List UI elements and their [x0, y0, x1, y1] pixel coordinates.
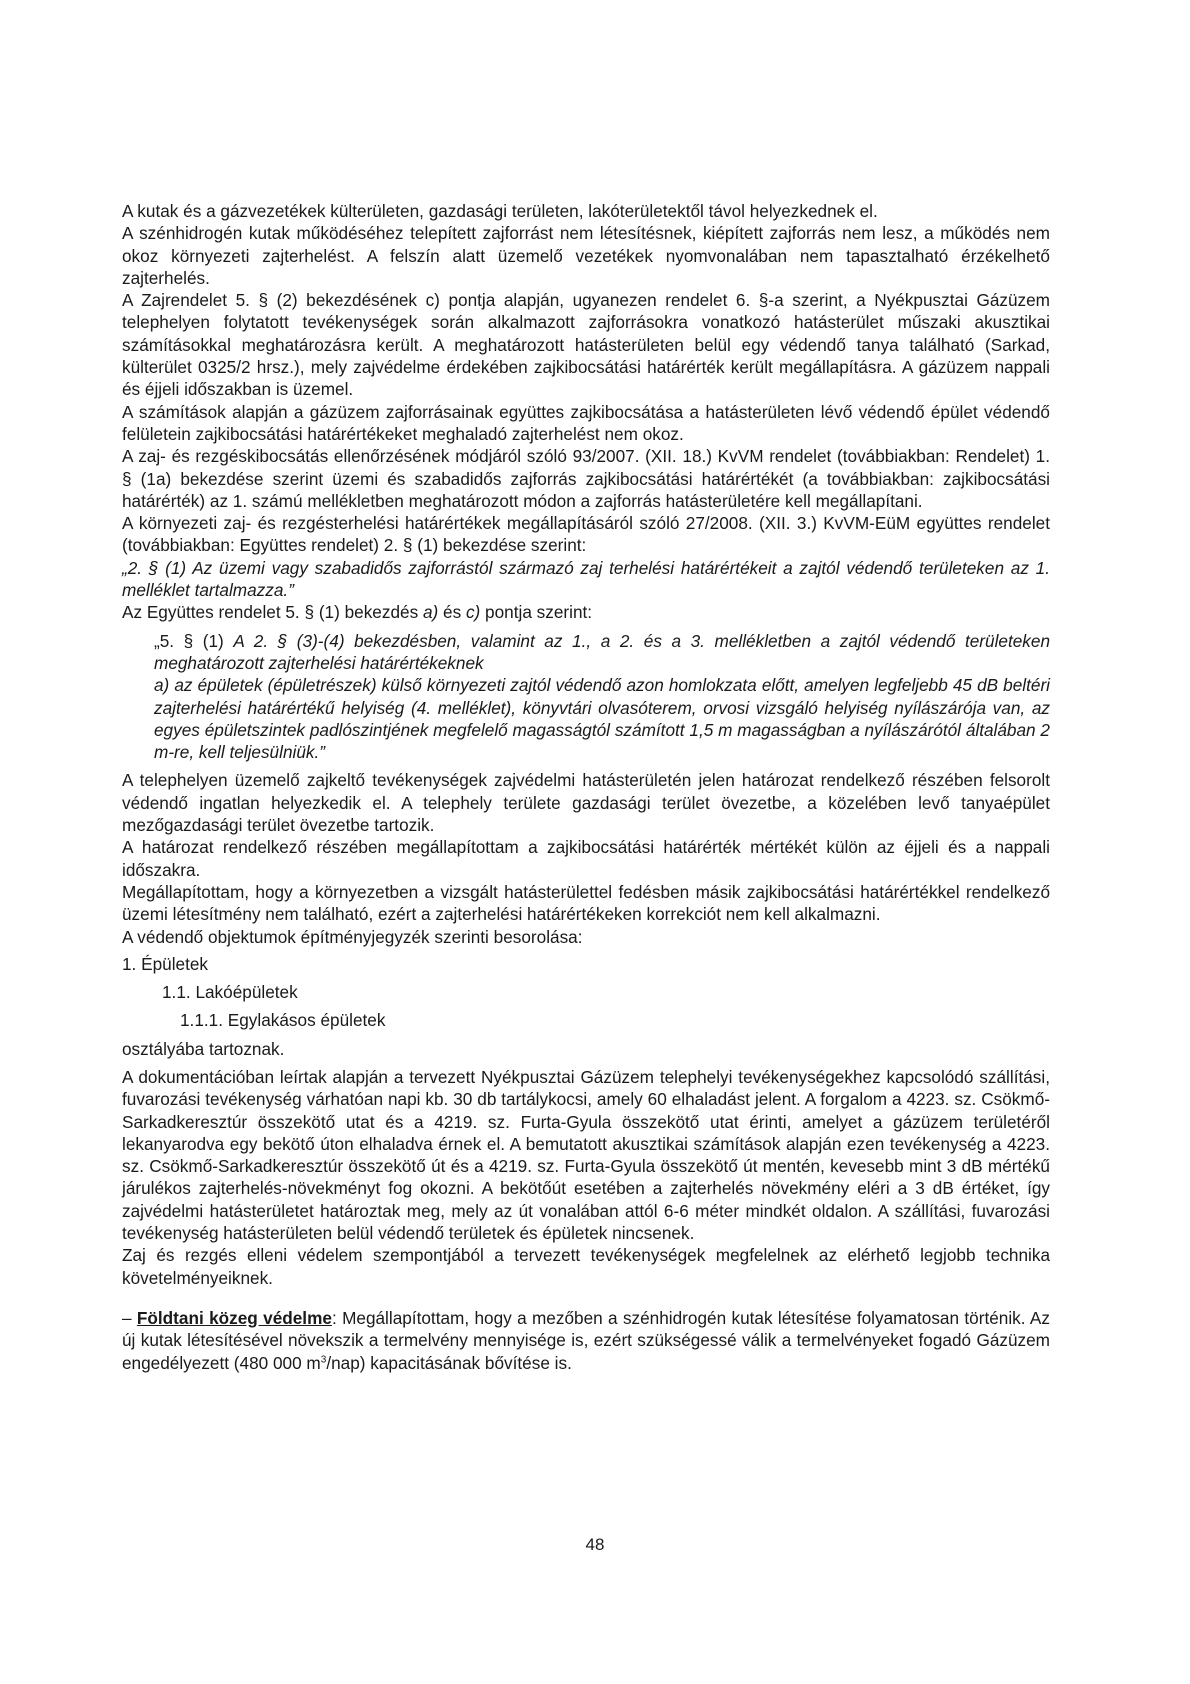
paragraph: A határozat rendelkező részében megállapítottam a zajkibocsátási határérték mértékét külön az éjjeli és a nappali időszakra. — [122, 837, 1050, 880]
text: /nap) kapacitásának bővítése is. — [326, 1352, 572, 1373]
text: c) — [465, 602, 481, 623]
section-heading: Földtani közeg védelme — [136, 1307, 332, 1328]
legal-quote — [154, 630, 1050, 764]
paragraph: A számítások alapján a gázüzem zajforrásainak együttes zajkibocsátása a hatásterületen lévő védendő épület védendő felületein zajkibocsátási határértékeket meghaladó zajterhelést nem okoz. — [122, 401, 1050, 444]
page-number: 48 — [585, 1535, 605, 1554]
legal-quote: „2. § (1) Az üzemi vagy szabadidős zajforrástól származó zaj terhelési határértékeit a zajtól védendő területeken az 1. melléklet tartalmazza.” — [122, 557, 1050, 601]
text: a) — [422, 602, 439, 623]
quote-line: a) az épületek (épületrészek) külső környezeti zajtól védendő azon homlokzata előtt, amelyen legfeljebb 45 dB beltéri zajterhelési határértékű helyiség (4. melléklet), könyvtári olvasóterem, orvosi vizsgáló helyiség nyílászárója van, az egyes épületszintek padlószintjének megfelelő magasságtól számított 1,5 m magasságban a nyílászárótól általában 2 m-re, kell teljesülniük.” — [154, 675, 1050, 763]
paragraph: osztályába tartoznak. — [122, 1038, 285, 1059]
text: Az Együttes rendelet 5. § (1) bekezdés — [122, 602, 423, 623]
paragraph: A Zajrendelet 5. § (2) bekezdésének c) pontja alapján, ugyanezen rendelet 6. §-a szerint, a Nyékpusztai Gázüzem telephelyen folytatott tevékenységek során alkalmazott zajforrásokra vonatkozó hatásterület műszaki akusztikai számításokkal meghatározásra került. A meghatározott hatásterületen belül egy védendő tanya található (Sarkad, külterület 0325/2 hrsz.), mely zajvédelme érdekében zajkibocsátási határérték került megállapításra. A gázüzem nappali és éjjeli időszakban is üzemel. — [122, 290, 1050, 400]
text: „5. § (1) — [154, 630, 234, 651]
text: pontja szerint: — [480, 602, 593, 623]
text: Megállapítottam, hogy a mezőben a szénhidrogén kutak létesítése folyamatosan történik. Az új kutak létesítésével növekszik a termelvény mennyisége is, ezért szükségessé válik a termelvényeket fogadó Gázüzem engedélyezett (480 000 m — [122, 1307, 1050, 1373]
paragraph: A környezeti zaj- és rezgésterhelési határértékek megállapításáról szóló 27/2008. (XII. 3.) KvVM-EüM együttes rendelet (továbbiakban: Együttes rendelet) 2. § (1) bekezdése szerint: — [122, 513, 1050, 556]
paragraph: A védendő objektumok építményjegyzék szerinti besorolása: — [122, 926, 583, 947]
quote-line — [154, 630, 1050, 675]
text: A 2. § (3)-(4) bekezdésben, valamint az 1., a 2. és a 3. mellékletben a zajtól védendő területeken meghatározott zajterhelési határértékeknek — [154, 630, 1050, 673]
paragraph: Zaj és rezgés elleni védelem szempontjából a tervezett tevékenységek megfelelnek az elérhető legjobb technika követelményeiknek. — [122, 1245, 1050, 1288]
document-page — [122, 200, 1050, 1374]
paragraph — [122, 601, 1050, 623]
list-item: 1.1.1. Egylakásos épületek — [180, 1010, 386, 1031]
paragraph: A zaj- és rezgéskibocsátás ellenőrzésének módjáról szóló 93/2007. (XII. 18.) KvVM rendelet (továbbiakban: Rendelet) 1. § (1a) bekezdése szerint üzemi és szabadidős zajforrás zajkibocsátási határértékét (a továbbiakban: zajkibocsátási határérték) az 1. számú mellékletben meghatározott módon a zajforrás hatásterületére kell megállapítani. — [122, 446, 1050, 511]
paragraph: A szénhidrogén kutak működéséhez telepített zajforrást nem létesítésnek, kiépített zajforrás nem lesz, a működés nem okoz környezeti zajterhelést. A felszín alatt üzemelő vezetékek nyomvonalában nem tapasztalható érzékelhető zajterhelés. — [122, 223, 1050, 288]
dash: – — [122, 1307, 137, 1328]
list-item: 1.1. Lakóépületek — [162, 982, 298, 1003]
text: : — [331, 1307, 337, 1328]
paragraph: A telephelyen üzemelő zajkeltő tevékenységek zajvédelmi hatásterületén jelen határozat rendelkező részében felsorolt védendő ingatlan helyezkedik el. A telephely területe gazdasági terület övezetbe, a közelében levő tanyaépület mezőgazdasági terület övezetbe tartozik. — [122, 770, 1050, 836]
text: és — [438, 602, 466, 623]
paragraph: A kutak és a gázvezetékek külterületen, gazdasági területen, lakóterületektől távol helyezkednek el. — [122, 201, 878, 221]
paragraph: A dokumentációban leírtak alapján a tervezett Nyékpusztai Gázüzem telephelyi tevékenységekhez kapcsolódó szállítási, fuvarozási tevékenység várhatóan napi kb. 30 db tartálykocsi, amely 60 elhaladást jelent. A forgalom a 4223. sz. Csökmő-Sarkadkeresztúr összekötő utat és a 4219. sz. Furta-Gyula összekötő utat érinti, amelyet a gázüzem területéről lekanyarodva egy bekötő úton elhaladva érnek el. A bemutatott akusztikai számítások alapján ezen tevékenység a 4223. sz. Csökmő-Sarkadkeresztúr összekötő út és a 4219. sz. Furta-Gyula összekötő út mentén, kevesebb mint 3 dB mértékű járulékos zajterhelés-növekményt fog okozni. A bekötőút esetében a zajterhelés növekmény eléri a 3 dB értéket, így zajvédelmi hatásterületet határoztak meg, mely az út vonalában attól 6-6 méter mindkét oldalon. A szállítási, fuvarozási tevékenység hatásterületen belül védendő területek és épületek nincsenek. — [122, 1066, 1050, 1244]
paragraph: Megállapítottam, hogy a környezetben a vizsgált hatásterülettel fedésben másik zajkibocsátási határértékkel rendelkező üzemi létesítmény nem található, ezért a zajterhelési határértékeken korrekciót nem kell alkalmazni. — [122, 881, 1050, 925]
section-foldtani — [122, 1307, 1050, 1374]
superscript: 3 — [320, 1353, 327, 1365]
list-item: 1. Épületek — [122, 953, 208, 974]
